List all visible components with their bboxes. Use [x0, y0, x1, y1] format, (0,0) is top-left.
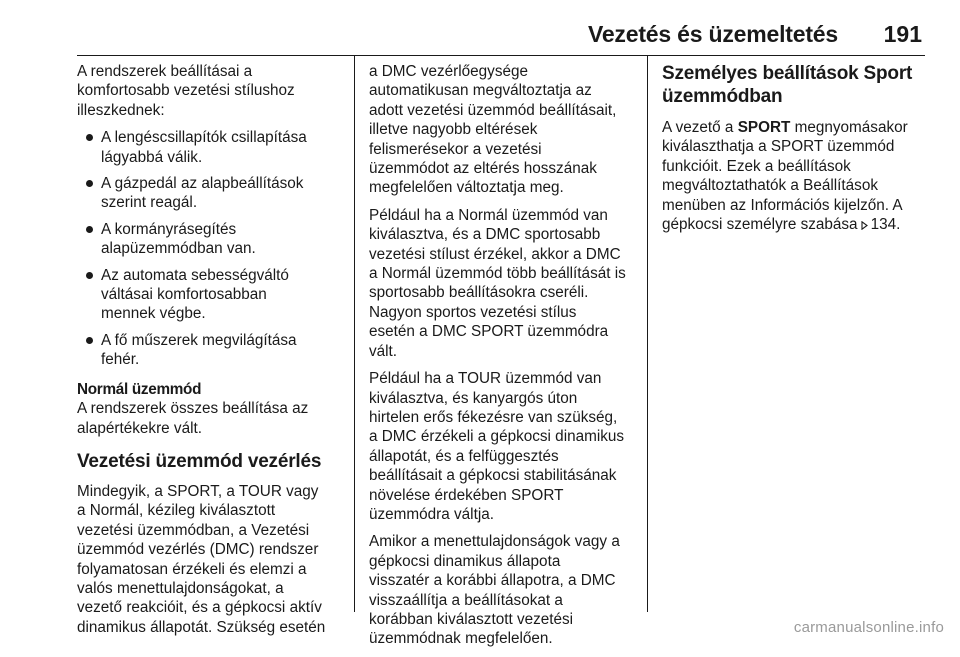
normal-example-paragraph	[369, 206, 637, 361]
section-title: Vezetési üzemmód vezérlés	[77, 450, 322, 472]
text-line: Például ha a TOUR üzemmód van	[369, 370, 602, 388]
page-header-title: Vezetés és üzemeltetés	[587, 21, 838, 47]
text-line: vezető reakcióit, és a gépkocsi aktív	[77, 599, 322, 617]
text-line: korábban kiválasztott vezetési	[369, 610, 574, 628]
section-paragraph	[77, 482, 345, 637]
watermark: carmanualsonline.info	[793, 619, 944, 636]
text-line: alapértékekre vált.	[77, 419, 202, 437]
sport-button-label: SPORT	[737, 119, 791, 136]
settings-bullet-list	[77, 128, 345, 369]
text-line: kiválaszthatja a SPORT üzemmód	[662, 138, 895, 156]
text-line: szerint reagál.	[101, 194, 198, 212]
page-number: 191	[883, 21, 922, 47]
text-line: kiválasztva, és kanyargós úton	[369, 389, 578, 407]
cross-reference-page[interactable]: 134.	[870, 216, 901, 234]
dmc-paragraph	[369, 62, 637, 198]
bullet-item	[77, 128, 345, 167]
bullet-dot-icon	[86, 134, 93, 141]
bullet-item	[77, 174, 345, 213]
bullet-dot-icon	[86, 337, 93, 344]
text-line: kiválasztva, és a DMC sportosabb	[369, 226, 601, 244]
text-line: automatikusan megváltoztatja az	[369, 82, 592, 100]
text-line: lágyabbá válik.	[101, 148, 203, 166]
text-line: visszaállítja a beállításokat a	[369, 591, 563, 609]
text-line: üzemmódot az eltérés hosszának	[369, 160, 597, 178]
text-line: Mindegyik, a SPORT, a TOUR vagy	[77, 482, 319, 500]
column-2	[369, 62, 637, 657]
text-line: vált.	[369, 342, 398, 360]
page-reference-arrow-icon	[861, 221, 868, 230]
text-line: növelése érdekében SPORT	[369, 486, 564, 504]
text-line: Például ha a Normál üzemmód van	[369, 206, 608, 224]
bullet-dot-icon	[86, 272, 93, 279]
text-line: Az automata sebességváltó	[101, 266, 289, 284]
text-line: Amikor a menettulajdonságok vagy a	[369, 533, 620, 551]
text-line: valós menettulajdonságokat, a	[77, 579, 284, 597]
text-line: Személyes beállítások Sport	[662, 63, 913, 84]
bullet-item	[77, 331, 345, 370]
text-line: üzemmódban	[662, 86, 783, 107]
text-line: vezetési üzemmódban, a Vezetési	[77, 521, 310, 539]
text-line: funkcióit. Ezek a beállítások	[662, 157, 851, 175]
text-line: felismerésekor a vezetési	[369, 140, 542, 158]
bullet-item	[77, 220, 345, 259]
text-line-start: A vezető a	[662, 119, 738, 136]
text-line: alapüzemmódban van.	[101, 240, 256, 258]
text-line: üzemmódra váltja.	[369, 505, 494, 523]
text-line: adott vezetési üzemmód beállításait,	[369, 101, 617, 119]
text-line: üzemmód vezérlés (DMC) rendszer	[77, 541, 319, 559]
normal-mode-heading: Normál üzemmód	[77, 380, 202, 398]
text-line: a Normál üzemmód több beállítását is	[369, 265, 626, 283]
text-line: folyamatosan érzékeli és elemzi a	[77, 560, 307, 578]
text-line: beállításait a gépkocsi stabilitásának	[369, 467, 617, 485]
text-line: sportosabb beállításokra cseréli.	[369, 284, 589, 302]
bullet-item	[77, 266, 345, 324]
text-line: a DMC vezérlőegysége	[369, 63, 528, 80]
page-header	[0, 0, 960, 50]
text-line: menüben az Információs kijelzőn. A	[662, 196, 903, 214]
text-line: Nagyon sportos vezetési stílus	[369, 303, 577, 321]
cross-reference-text: gépkocsi személyre szabása	[662, 216, 858, 234]
text-line: esetén a DMC SPORT üzemmódra	[369, 323, 609, 341]
column-1	[77, 62, 345, 645]
column-divider-1	[354, 55, 355, 612]
bullet-dot-icon	[86, 180, 93, 187]
text-line: illetve nagyobb eltérések	[369, 121, 538, 139]
text-line: gépkocsi dinamikus állapota	[369, 552, 561, 570]
text-line: illeszkednek:	[77, 101, 165, 119]
text-line: megfelelően változtatja meg.	[369, 179, 564, 197]
text-line: állapotát, és a felfüggesztés	[369, 447, 559, 465]
sport-settings-paragraph	[662, 118, 926, 234]
text-line: A rendszerek beállításai a	[77, 63, 253, 80]
text-line: A fő műszerek megvilágítása	[101, 331, 297, 349]
text-line: üzemmódnak megfelelően.	[369, 630, 553, 648]
text-line: megváltoztathatók a Beállítások	[662, 177, 878, 195]
text-line: dinamikus állapotát. Szükség esetén	[77, 618, 326, 636]
text-line: mennek végbe.	[101, 305, 206, 323]
text-line: visszatér a korábbi állapotra, a DMC	[369, 572, 616, 590]
text-line: A gázpedál az alapbeállítások	[101, 175, 304, 193]
column-3	[662, 62, 926, 242]
sport-settings-title	[662, 62, 926, 108]
tour-example-paragraph	[369, 369, 637, 524]
restore-paragraph	[369, 532, 637, 648]
text-line: váltásai komfortosabban	[101, 286, 267, 304]
header-divider	[77, 55, 925, 56]
text-line-end: megnyomásakor	[790, 119, 908, 136]
text-line: A kormányrásegítés	[101, 220, 237, 238]
intro-paragraph	[77, 62, 345, 120]
text-line: hirtelen erős fékezésre van szükség,	[369, 408, 618, 426]
normal-mode-paragraph	[77, 399, 345, 438]
text-line: A rendszerek összes beállítása az	[77, 400, 309, 418]
text-line: A lengéscsillapítók csillapítása	[101, 129, 307, 147]
text-line: a Normál, kézileg kiválasztott	[77, 502, 276, 520]
bullet-dot-icon	[86, 226, 93, 233]
text-line: fehér.	[101, 351, 140, 369]
column-divider-2	[647, 55, 648, 612]
text-line: komfortosabb vezetési stílushoz	[77, 82, 295, 100]
text-line: a DMC érzékeli a gépkocsi dinamikus	[369, 428, 625, 446]
text-line: vezetési stílust érzékel, akkor a DMC	[369, 245, 621, 263]
